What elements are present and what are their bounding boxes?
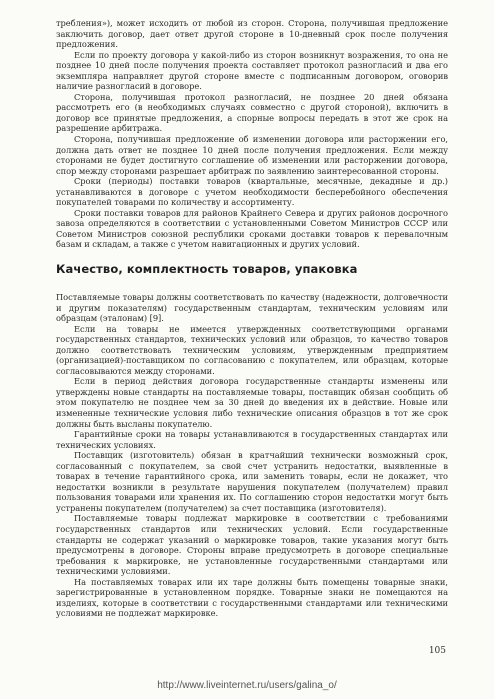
paragraph: Сроки (периоды) поставки товаров (квартальные, месячные, декадные и др.) устанавливаются в договоре с учетом необходимости бесперебойного обеспечения покупателей товарами по количеству и ассортименту.	[56, 176, 448, 208]
paragraph: На поставляемых товарах или их таре должны быть помещены товарные знаки, зарегистрированные в установленном порядке. Товарные знаки не помещаются на изделиях, которые в соответствии с государственными стандартами или техническими условиями не подлежат маркировке.	[56, 576, 448, 619]
paragraph: Поставляемые товары подлежат маркировке в соответствии с требованиями государственных стандартов или технических условий. Если государственные стандарты не содержат указаний о маркировке товаров, такие указания могут быть предусмотрены в договоре. Стороны вправе предусмотреть в договоре специальные требования к маркировке, не установленные государственными стандартами или техническими условиями.	[56, 513, 448, 577]
top-text-block	[56, 18, 448, 250]
watermark-url: http://www.liveinternet.ru/users/galina_o/	[157, 680, 337, 691]
paragraph: Если в период действия договора государственные стандарты изменены или утверждены новые стандарты на поставляемые товары, поставщик обязан сообщить об этом покупателю не позднее чем за 30 дней до введения их в действие. Новые или измененные технические условия либо технические описания образцов в тот же срок должны быть высланы покупателю.	[56, 376, 448, 429]
paragraph: Сторона, получившая предложение об изменении договора или расторжении его, должна дать ответ не позднее 10 дней после получения предложения. Если между сторонами не будет достигнуто соглашение об изменении или расторжении договора, спор между сторонами разрешает арбитраж по заявлению заинтересованной стороны.	[56, 134, 448, 176]
paragraph: Сроки поставки товаров для районов Крайнего Севера и других районов досрочного завоза определяются в соответствии с установленными Советом Министров СССР или Советом Министров союзной республики сроками доставки товаров к перевалочным базам и складам, а также с учетом навигационных и других условий.	[56, 207, 448, 250]
paragraph: Поставщик (изготовитель) обязан в кратчайший технически возможный срок, согласованный с покупателем, за свой счет устранить недостатки, выявленные в товарах в течение гарантийного срока, или заменить товары, если не докажет, что недостатки возникли в результате нарушения покупателем (получателем) правил пользования товарами или хранения их. По соглашению сторон недостатки могут быть устранены покупателем (получателем) за счет поставщика (изготовителя).	[56, 450, 448, 513]
paragraph: Если по проекту договора у какой-либо из сторон возникнут возражения, то она не позднее 10 дней после получения проекта составляет протокол разногласий и два его экземпляра направляет другой стороне вместе с подписанным договором, оговорив наличие разногласий в договоре.	[56, 49, 448, 92]
paragraph: Если на товары не имеется утвержденных соответствующими органами государственных стандартов, технических условий или образцов, то качество товаров должно соответствовать техническим условиям, утвержденным предприятием (организацией)-поставщиком по согласованию с покупателем, или образцам, которые согласовываются между сторонами.	[56, 323, 448, 376]
paragraph: требления»), может исходить от любой из сторон. Сторона, получившая предложение заключить договор, дает ответ другой стороне в 10-дневный срок после получения предложения.	[56, 18, 448, 50]
paragraph: Гарантийные сроки на товары устанавливаются в государственных стандартах или технических условиях.	[56, 429, 448, 450]
page-number: 105	[428, 646, 446, 656]
paragraph: Поставляемые товары должны соответствовать по качеству (надежности, долговечности и другим показателям) государственным стандартам, техническим условиям или образцам (эталонам) [9].	[56, 292, 448, 324]
section-heading: Качество, комплектность товаров, упаковка	[56, 262, 358, 276]
bottom-text-block	[56, 292, 448, 619]
paragraph: Сторона, получившая протокол разногласий, не позднее 20 дней обязана рассмотреть его (в необходимых случаях совместно с другой стороной), включить в договор все принятые предложения, а спорные вопросы передать в этот же срок на разрешение арбитража.	[56, 91, 448, 134]
